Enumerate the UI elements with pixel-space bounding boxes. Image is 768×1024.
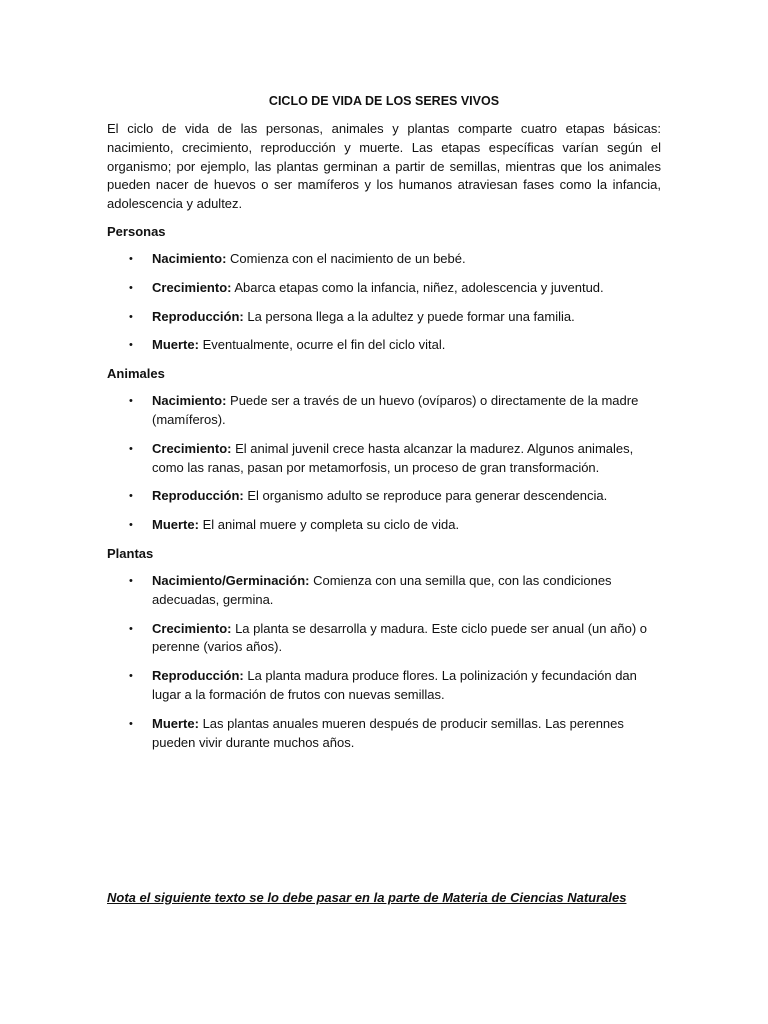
item-text: Comienza con el nacimiento de un bebé. bbox=[226, 250, 466, 266]
bullet-icon: • bbox=[129, 252, 133, 265]
item-term: Muerte: bbox=[152, 337, 199, 353]
list-item bbox=[107, 487, 661, 506]
list-item bbox=[107, 392, 661, 430]
item-term: Nacimiento/Germinación: bbox=[152, 572, 310, 588]
item-text: La planta madura produce flores. La polinización y fecundación dan lugar a la formación de frutos con nuevas semillas. bbox=[152, 668, 637, 702]
item-term: Muerte: bbox=[152, 715, 199, 731]
item-term: Reproducción: bbox=[152, 308, 244, 324]
section-heading-personas: Personas bbox=[107, 223, 166, 239]
item-term: Nacimiento: bbox=[152, 393, 227, 409]
item-term: Nacimiento: bbox=[152, 250, 227, 266]
item-text: El animal muere y completa su ciclo de vida. bbox=[198, 517, 460, 533]
item-term: Reproducción: bbox=[152, 488, 244, 504]
list-personas bbox=[107, 250, 661, 355]
document-title: CICLO DE VIDA DE LOS SERES VIVOS bbox=[268, 94, 500, 108]
item-text: Puede ser a través de un huevo (ovíparos) o directamente de la madre (mamíferos). bbox=[152, 393, 639, 427]
item-text: Abarca etapas como la infancia, niñez, adolescencia y juventud. bbox=[231, 279, 604, 295]
list-animales bbox=[107, 392, 661, 535]
item-term: Crecimiento: bbox=[152, 620, 232, 636]
bullet-icon: • bbox=[129, 574, 133, 587]
item-text: Eventualmente, ocurre el fin del ciclo vital. bbox=[198, 337, 446, 353]
bullet-icon: • bbox=[129, 442, 133, 455]
list-item bbox=[107, 440, 661, 478]
list-item bbox=[107, 336, 661, 355]
list-item bbox=[107, 572, 661, 610]
bullet-icon: • bbox=[129, 339, 133, 352]
list-item bbox=[107, 715, 661, 753]
item-term: Crecimiento: bbox=[152, 440, 232, 456]
bullet-icon: • bbox=[129, 281, 133, 294]
bullet-icon: • bbox=[129, 310, 133, 323]
section-heading-plantas: Plantas bbox=[107, 545, 154, 561]
bullet-icon: • bbox=[129, 395, 133, 408]
bullet-icon: • bbox=[129, 670, 133, 683]
item-text: El animal juvenil crece hasta alcanzar la madurez. Algunos animales, como las ranas, pasan por metamorfosis, un proceso de gran transformación. bbox=[152, 440, 634, 475]
list-item bbox=[107, 667, 661, 705]
intro-paragraph: El ciclo de vida de las personas, animales y plantas comparte cuatro etapas básicas: nacimiento, crecimiento, reproducción y muerte. Las etapas específicas varían según el organismo; por ejemplo, las plantas germinan a partir de semillas, mientras que los animales pueden nacer de huevos o ser mamíferos y los humanos atraviesan fases como la infancia, adolescencia y adultez. bbox=[107, 121, 661, 212]
bullet-icon: • bbox=[129, 622, 133, 635]
item-term: Muerte: bbox=[152, 517, 199, 533]
section-heading-animales: Animales bbox=[107, 366, 165, 382]
bullet-icon: • bbox=[129, 490, 133, 503]
list-plantas bbox=[107, 572, 661, 752]
list-item bbox=[107, 516, 661, 535]
list-item bbox=[107, 308, 661, 327]
list-item bbox=[107, 620, 661, 658]
item-text: El organismo adulto se reproduce para generar descendencia. bbox=[243, 488, 608, 504]
bullet-icon: • bbox=[129, 519, 133, 532]
bullet-icon: • bbox=[129, 717, 133, 730]
item-text: La planta se desarrolla y madura. Este ciclo puede ser anual (un año) o perenne (varios años). bbox=[152, 620, 647, 655]
document-body bbox=[107, 92, 661, 762]
item-text: Comienza con una semilla que, con las condiciones adecuadas, germina. bbox=[152, 572, 612, 607]
item-text: La persona llega a la adultez y puede formar una familia. bbox=[243, 308, 575, 324]
item-term: Crecimiento: bbox=[152, 279, 232, 295]
item-term: Reproducción: bbox=[152, 668, 244, 684]
footer-note: Nota el siguiente texto se lo debe pasar en la parte de Materia de Ciencias Naturales bbox=[107, 890, 627, 905]
item-text: Las plantas anuales mueren después de producir semillas. Las perennes pueden vivir durante muchos años. bbox=[152, 715, 624, 750]
list-item bbox=[107, 279, 661, 298]
list-item bbox=[107, 250, 661, 269]
